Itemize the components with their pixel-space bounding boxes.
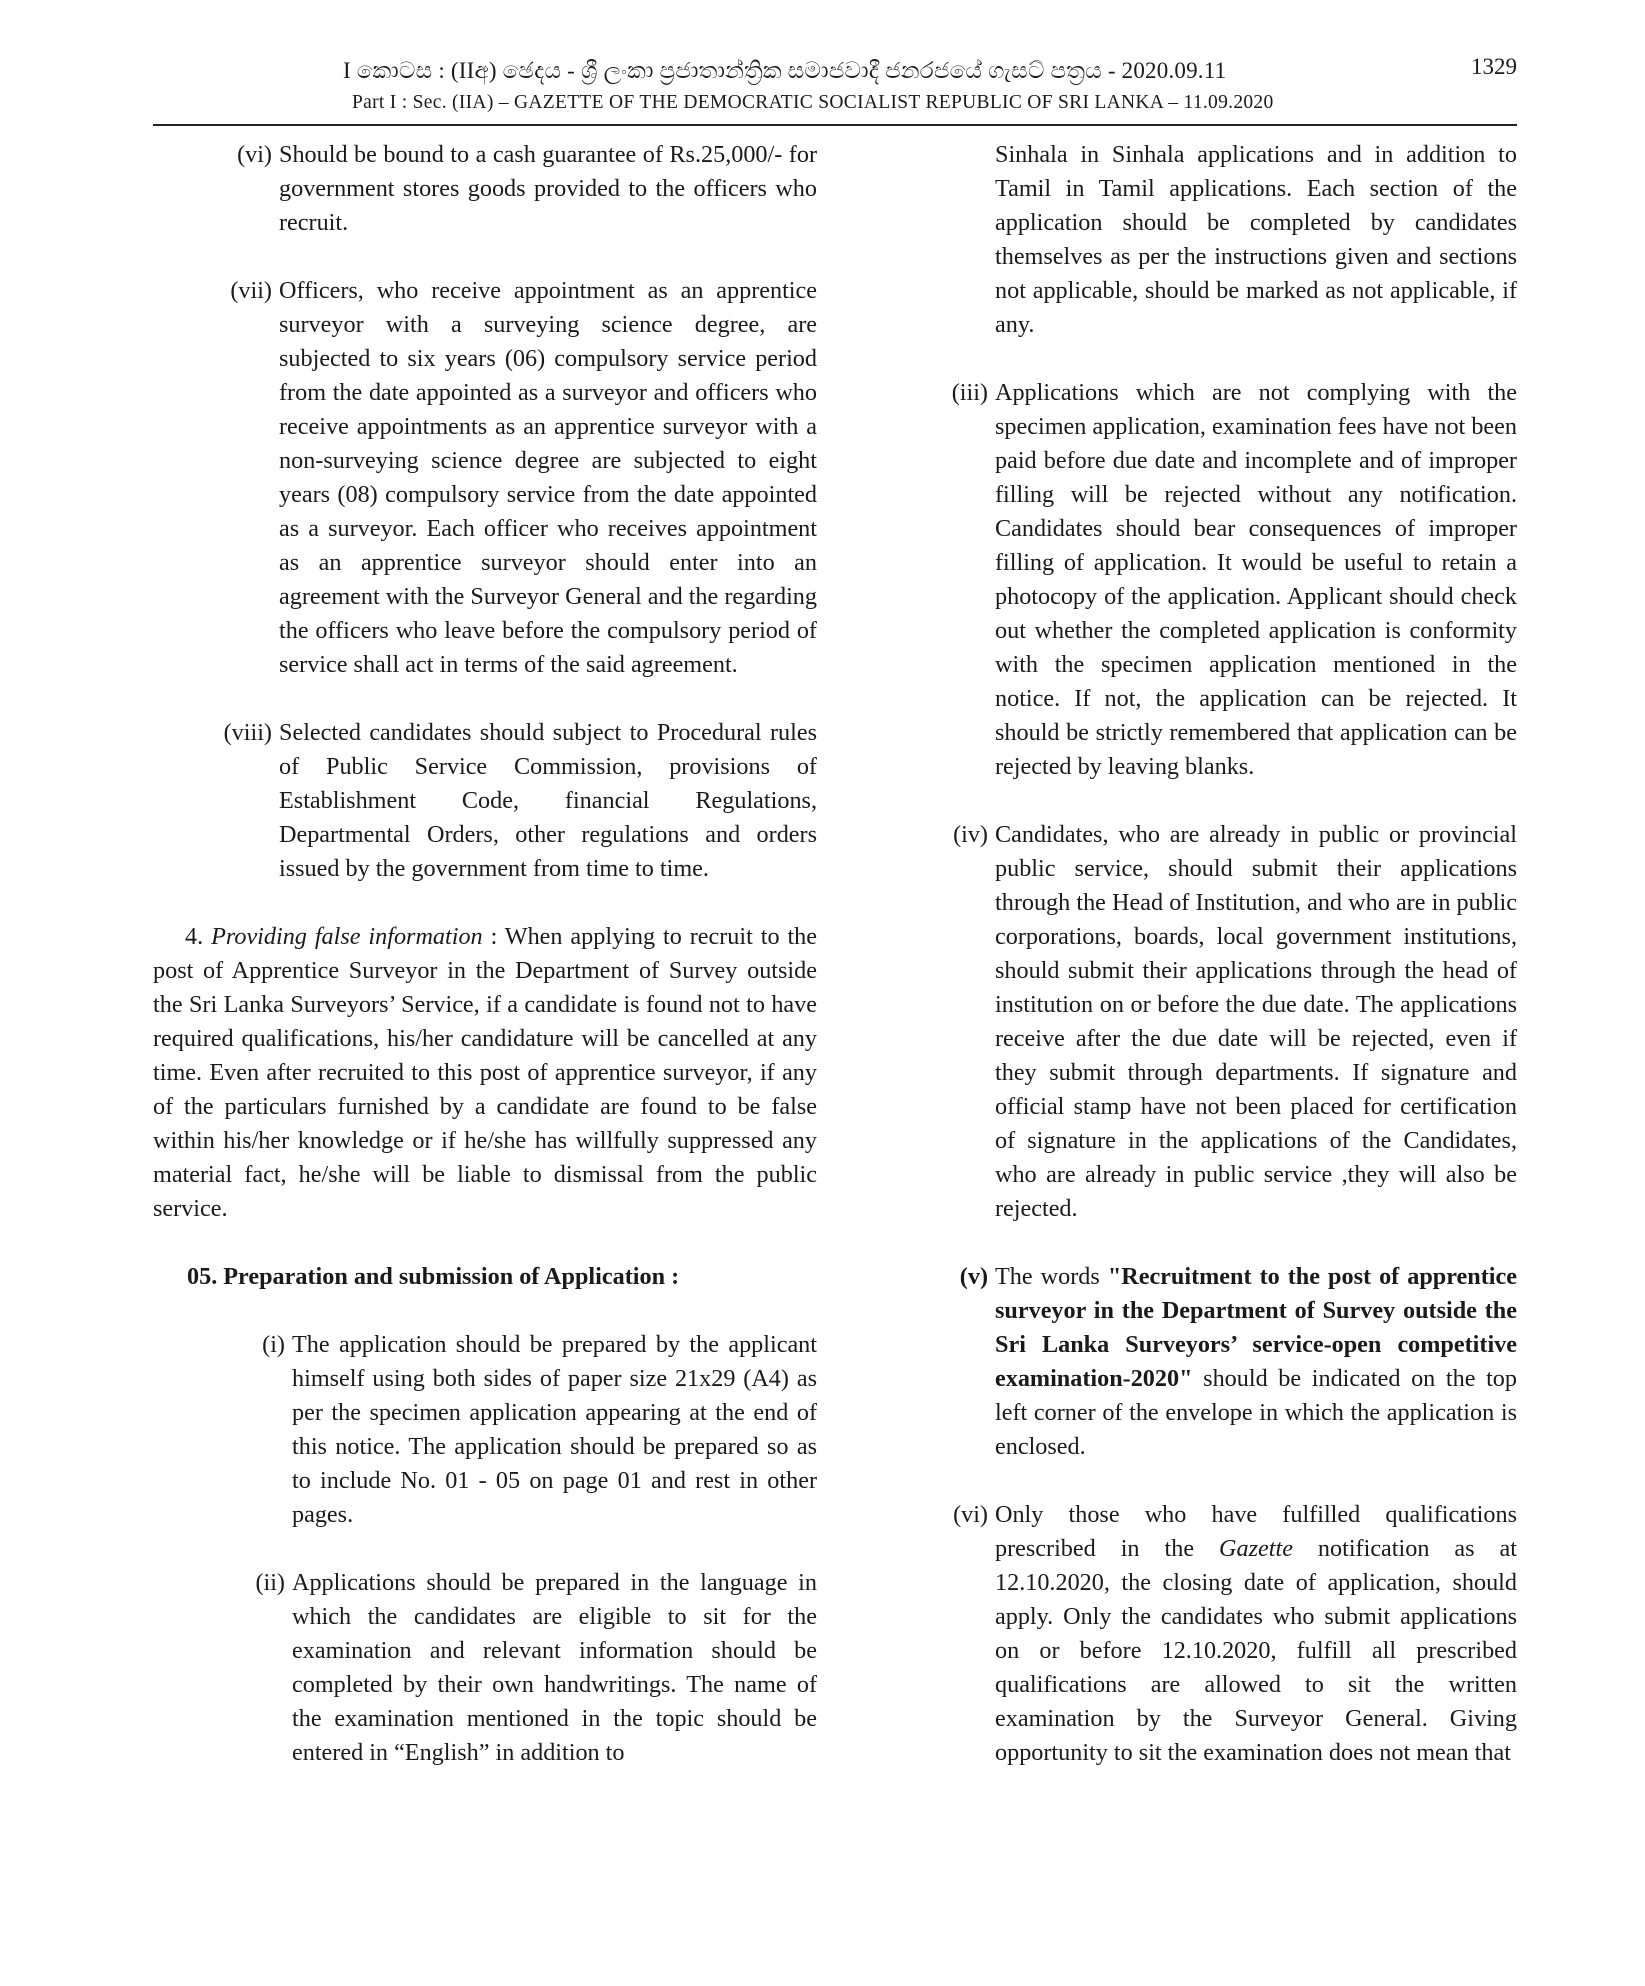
item-text-lead: The words <box>995 1263 1108 1290</box>
item-text: Officers, who receive appointment as an apprentice surveyor with a surveying science degree, are subjected to six years (06) compulsory service period from the date appointed as a surveyor and officers who receive appointments as an apprentice surveyor with a non-surveying science degree are subjected to eight years (08) compulsory service from the date appointed as a surveyor. Each officer who receives appointment as an apprentice surveyor should enter into an agreement with the Surveyor General and the regarding the officers who leave before the compulsory period of service shall act in terms of the said agreement. <box>279 277 817 678</box>
item-number: (vii) <box>230 277 272 304</box>
item-number: (ii) <box>255 1569 285 1596</box>
list-item-ii <box>153 1566 817 1770</box>
item-text <box>995 1498 1517 1770</box>
list-item-vi-right <box>943 1498 1517 1770</box>
item-text: Sinhala in Sinhala applications and in addition to Tamil in Tamil applications. Each section of the application should be completed by candidates themselves as per the instructions given and sections not applicable, should be marked as not applicable, if any. <box>995 141 1517 338</box>
examination-title-bold: "Recruitment to the post of apprentice surveyor in the Department of Survey outside the Sri Lanka Surveyors’ service-open competitive examination-2020" <box>995 1263 1517 1392</box>
item-number: (viii) <box>223 719 272 746</box>
paragraph-4-false-information <box>153 920 817 1226</box>
list-item-iii <box>943 376 1517 784</box>
item-number: (i) <box>262 1331 285 1358</box>
header-sinhala-title: I කොටස : (IIඅ) ඡෙදය - ශ්‍රී ලංකා ප්‍රජාතාන්ත්‍රික සමාජවාදී ජනරජයේ ගැසට් පත්‍රය - 2020.09.11 <box>343 58 1227 83</box>
item-text: Selected candidates should subject to Procedural rules of Public Service Commission, provisions of Establishment Code, financial Regulations, Departmental Orders, other regulations and orders issued by the government from time to time. <box>279 719 817 882</box>
page-header <box>153 50 1517 126</box>
paragraph-title: Providing false information <box>211 923 483 950</box>
list-item-vi-left <box>153 138 817 240</box>
item-number: (vi) <box>953 1501 988 1528</box>
item-number: (v) <box>959 1263 988 1290</box>
item-text: Should be bound to a cash guarantee of Rs.25,000/- for government stores goods provided to the officers who recruit. <box>279 141 817 236</box>
list-item-v <box>943 1260 1517 1464</box>
paragraph-number: 4. <box>185 923 204 950</box>
header-english-title: Part I : Sec. (IIA) – GAZETTE OF THE DEMOCRATIC SOCIALIST REPUBLIC OF SRI LANKA – 11.09.2020 <box>352 92 1274 113</box>
gazette-italic: Gazette <box>1219 1535 1293 1562</box>
item-text: The application should be prepared by the applicant himself using both sides of paper size 21x29 (A4) as per the specimen application appearing at the end of this notice. The application should be prepared so as to include No. 01 - 05 on page 01 and rest in other pages. <box>292 1331 817 1528</box>
list-item-i <box>153 1328 817 1532</box>
item-text-tail: should be indicated on the top left corner of the envelope in which the application is enclosed. <box>995 1365 1517 1460</box>
item-number: (iii) <box>951 379 988 406</box>
list-item-viii <box>153 716 817 886</box>
left-column <box>153 138 817 1770</box>
item-number: (iv) <box>953 821 988 848</box>
item-text-pre: Only those who have fulfilled qualifications prescribed in the <box>995 1501 1517 1562</box>
list-item-iv <box>943 818 1517 1226</box>
list-item-ii-continued <box>943 138 1517 342</box>
item-text-post: notification as at 12.10.2020, the closing date of application, should apply. Only the candidates who submit applications on or before 12.10.2020, fulfill all prescribed qualifications are allowed to sit the written examination by the Surveyor General. Giving opportunity to sit the examination does not mean that <box>995 1535 1517 1766</box>
section-heading-05: 05. Preparation and submission of Application : <box>187 1263 680 1290</box>
list-item-vii <box>153 274 817 682</box>
item-number: (vi) <box>237 141 272 168</box>
paragraph-text: : When applying to recruit to the post of Apprentice Surveyor in the Department of Survey outside the Sri Lanka Surveyors’ Service, if a candidate is found not to have required qualifications, his/her candidature will be cancelled at any time. Even after recruited to this post of apprentice surveyor, if any of the particulars furnished by a candidate are found to be false within his/her knowledge or if he/she has willfully suppressed any material fact, he/she will be liable to dismissal from the public service. <box>153 923 817 1222</box>
item-text: Applications which are not complying with the specimen application, examination fees have not been paid before due date and incomplete and of improper filling will be rejected without any notification. Candidates should bear consequences of improper filling of application. It would be useful to retain a photocopy of the application. Applicant should check out whether the completed application is conformity with the specimen application mentioned in the notice. If not, the application can be rejected. It should be strictly remembered that application can be rejected by leaving blanks. <box>995 379 1517 780</box>
item-text: Applications should be prepared in the language in which the candidates are eligible to sit for the examination and relevant information should be completed by their own handwritings. The name of the examination mentioned in the topic should be entered in “English” in addition to <box>292 1569 817 1766</box>
page-number: 1329 <box>1471 54 1517 79</box>
item-text: Candidates, who are already in public or provincial public service, should submit their applications through the Head of Institution, and who are in public corporations, boards, local government institutions, should submit their applications through the head of institution on or before the due date. The applications receive after the due date will be rejected, even if they submit through departments. If signature and official stamp have not been placed for certification of signature in the applications of the Candidates, who are already in public service ,they will also be rejected. <box>995 821 1517 1222</box>
item-text <box>995 1260 1517 1464</box>
right-column <box>943 138 1517 1770</box>
